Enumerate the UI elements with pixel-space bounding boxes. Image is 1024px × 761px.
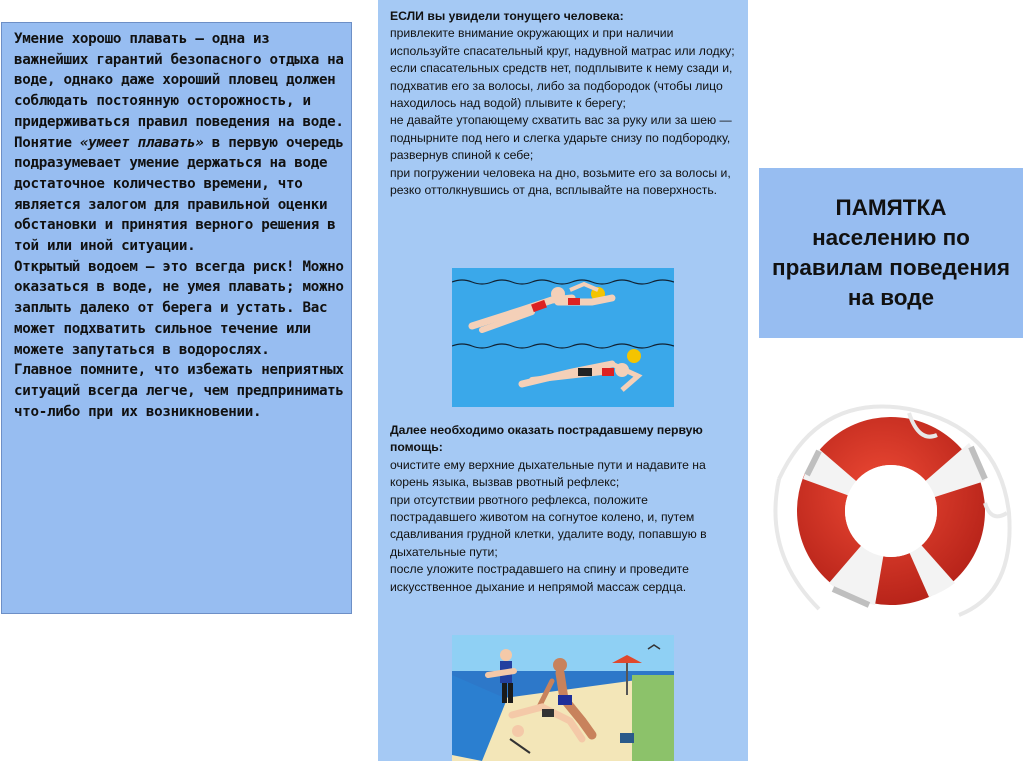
intro-panel [1,22,352,614]
first-aid-illustration [452,635,674,761]
intro-text [14,29,344,422]
intro-paragraph: Главное помните, что избежать неприятных ситуаций всегда легче, чем предпринимать что-либо при их возникновении. [14,362,344,420]
rescue-item: не давайте утопающему схватить вас за руку или за шею — поднырните под него и слегка ударьте снизу по подбородку, развернув спиной к себе; [390,113,732,163]
page-title: ПАМЯТКА населению по правилам поведения на воде [772,195,1010,310]
intro-paragraph: Умение хорошо плавать – одна из важнейших гарантий безопасного отдыха на воде, однако даже хороший пловец должен соблюдать постоянную осторожность, и придерживаться правил поведения на воде. [14,31,344,130]
first-aid-item: после уложите пострадавшего на спину и проведите искусственное дыхание и непрямой массаж сердца. [390,562,689,594]
emphasis: «умеет плавать» [79,134,204,151]
intro-paragraph: Понятие «умеет плавать» в первую очередь подразумевает умение держаться на воде достаточное количество времени, что является залогом для правильной оценки обстановки и принятия верного решения в той или иной ситуации. [14,134,344,255]
rescue-item: привлеките внимание окружающих и при наличии используйте спасательный круг, надувной матрас или лодку; [390,26,735,58]
first-aid-heading: Далее необходимо оказать пострадавшему первую помощь: [390,423,703,455]
rescue-section [390,8,736,199]
first-aid-section [390,422,736,596]
rescue-heading: ЕСЛИ вы увидели тонущего человека: [390,9,624,23]
first-aid-item: при отсутствии рвотного рефлекса, положите пострадавшего животом на согнутое колено, и, путем сдавливания грудной клетки, удалите воду, попавшую в дыхательные пути; [390,492,707,559]
lifebuoy-frame [759,383,1023,635]
swim-rescue-illustration [452,268,674,407]
rescue-item: при погружении человека на дно, возьмите его за волосы и, резко оттолкнувшись от дна, всплывайте на поверхность. [390,165,731,198]
intro-paragraph: Открытый водоем – это всегда риск! Можно оказаться в воде, не умея плавать; можно заплыть далеко от берега и устать. Вас может подхватить сильное течение или можете запутаться в водорослях. [14,258,344,358]
title-box [759,168,1023,338]
first-aid-item: очистите ему верхние дыхательные пути и надавите на корень языка, вызвав рвотный рефлекс; [390,457,706,490]
rescue-item: если спасательных средств нет, подплывите к нему сзади и, подхватив его за волосы, либо за подбородок (чтобы лицо находилось над водой) плывите к берегу; [390,61,733,111]
lifebuoy-icon [759,383,1023,635]
